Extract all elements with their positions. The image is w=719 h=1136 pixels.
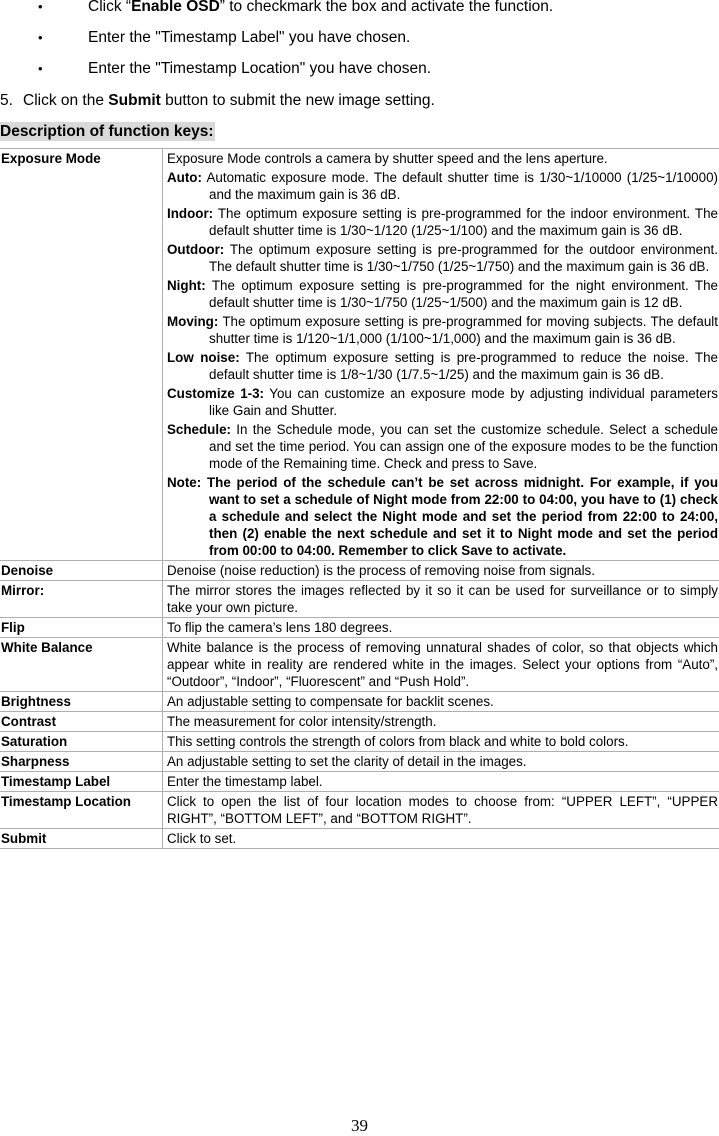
table-key: Flip bbox=[0, 618, 163, 638]
bullet-item bbox=[0, 0, 719, 17]
table-key: Brightness bbox=[0, 692, 163, 712]
table-row bbox=[0, 618, 719, 638]
exposure-item-text: In the Schedule mode, you can set the customize schedule. Select a schedule and set the time period. You can assign one of the exposure modes to be the function mode of the Remaining time. Check and press to Save. bbox=[209, 422, 718, 471]
page-number: 39 bbox=[0, 1116, 719, 1136]
exposure-note: Note: The period of the schedule can’t be set across midnight. For example, if you want to set a schedule of Night mode from 22:00 to 04:00, you have to (1) check a schedule and select the Night mode and set the period from 22:00 to 24:00, then (2) enable the next schedule and set it to Night mode and set the period from 00:00 to 04:00. Remember to click Save to activate. bbox=[167, 474, 718, 559]
bullet-text bbox=[88, 0, 553, 17]
table-value: Denoise (noise reduction) is the process of removing noise from signals. bbox=[163, 561, 719, 581]
exposure-description bbox=[163, 149, 719, 561]
table-value: Click to open the list of four location modes to choose from: “UPPER LEFT”, “UPPER RIGHT”, “BOTTOM LEFT”, and “BOTTOM RIGHT”. bbox=[163, 792, 719, 829]
exposure-item-label: Moving: bbox=[167, 314, 218, 329]
table-value: An adjustable setting to compensate for backlit scenes. bbox=[163, 692, 719, 712]
exposure-item-label: Night: bbox=[167, 278, 206, 293]
table-row bbox=[0, 561, 719, 581]
exposure-item-text: The optimum exposure setting is pre-programmed for moving subjects. The default shutter time is 1/120~1/1,000 (1/100~1/1,000) and the maximum gain is 36 dB. bbox=[209, 314, 718, 346]
table-key: Mirror: bbox=[0, 581, 163, 618]
exposure-item bbox=[167, 349, 718, 383]
table-row bbox=[0, 732, 719, 752]
step-text-pre: Click on the bbox=[23, 92, 108, 109]
exposure-item-text: Automatic exposure mode. The default shutter time is 1/30~1/10000 (1/25~1/10000) and the maximum gain is 36 dB. bbox=[202, 170, 718, 202]
exposure-intro: Exposure Mode controls a camera by shutter speed and the lens aperture. bbox=[167, 150, 718, 167]
bullet-text-pre: Click “ bbox=[88, 0, 131, 15]
step-text bbox=[23, 91, 435, 111]
table-key: Timestamp Location bbox=[0, 792, 163, 829]
exposure-item bbox=[167, 169, 718, 203]
exposure-item-label: Indoor: bbox=[167, 206, 213, 221]
bullet-glyph: • bbox=[38, 59, 43, 79]
table-row bbox=[0, 712, 719, 732]
table-row bbox=[0, 692, 719, 712]
exposure-item bbox=[167, 241, 718, 275]
table-key: Denoise bbox=[0, 561, 163, 581]
table-value: The measurement for color intensity/strength. bbox=[163, 712, 719, 732]
step-text-post: button to submit the new image setting. bbox=[161, 92, 435, 109]
table-key: White Balance bbox=[0, 638, 163, 692]
exposure-item-label: Auto: bbox=[167, 170, 202, 185]
exposure-item-text: The optimum exposure setting is pre-programmed to reduce the noise. The default shutter time is 1/8~1/30 (1/7.5~1/25) and the maximum gain is 36 dB. bbox=[209, 350, 718, 382]
table-key: Exposure Mode bbox=[0, 149, 163, 561]
table-value: An adjustable setting to set the clarity of detail in the images. bbox=[163, 752, 719, 772]
table-key: Saturation bbox=[0, 732, 163, 752]
table-value: This setting controls the strength of colors from black and white to bold colors. bbox=[163, 732, 719, 752]
table-key: Contrast bbox=[0, 712, 163, 732]
table-key: Timestamp Label bbox=[0, 772, 163, 792]
table-row bbox=[0, 792, 719, 829]
bullet-text-post: ” to checkmark the box and activate the function. bbox=[220, 0, 553, 15]
exposure-item bbox=[167, 421, 718, 472]
table-value: Click to set. bbox=[163, 829, 719, 849]
exposure-item-text: The optimum exposure setting is pre-programmed for the night environment. The default shutter time is 1/30~1/750 (1/25~1/500) and the maximum gain is 12 dB. bbox=[206, 278, 718, 310]
bullet-text: Enter the "Timestamp Location" you have chosen. bbox=[88, 59, 431, 79]
exposure-item bbox=[167, 277, 718, 311]
bullet-glyph: • bbox=[38, 0, 43, 17]
bullet-glyph: • bbox=[38, 28, 43, 48]
exposure-item bbox=[167, 385, 718, 419]
exposure-item-label: Outdoor: bbox=[167, 242, 224, 257]
exposure-item-text: You can customize an exposure mode by adjusting individual parameters like Gain and Shutter. bbox=[209, 386, 718, 418]
exposure-item-label: Schedule: bbox=[167, 422, 231, 437]
table-value: Enter the timestamp label. bbox=[163, 772, 719, 792]
bullet-text: Enter the "Timestamp Label" you have chosen. bbox=[88, 28, 410, 48]
table-value: White balance is the process of removing unnatural shades of color, so that objects which appear white in reality are rendered white in the images. Select your options from “Auto”, “Outdoor”, “Indoor”, “Fluorescent” and “Push Hold”. bbox=[163, 638, 719, 692]
exposure-item-label: Customize 1-3: bbox=[167, 386, 264, 401]
table-row bbox=[0, 638, 719, 692]
table-row bbox=[0, 149, 719, 561]
function-keys-table bbox=[0, 148, 719, 849]
bullet-item bbox=[0, 59, 719, 79]
exposure-item bbox=[167, 313, 718, 347]
table-row bbox=[0, 829, 719, 849]
step-text-bold: Submit bbox=[108, 92, 161, 109]
step-number: 5. bbox=[0, 91, 13, 111]
table-row bbox=[0, 581, 719, 618]
exposure-item-label: Low noise: bbox=[167, 350, 240, 365]
table-key: Submit bbox=[0, 829, 163, 849]
bullet-text-bold: Enable OSD bbox=[131, 0, 220, 15]
exposure-item-text: The optimum exposure setting is pre-programmed for the indoor environment. The default shutter time is 1/30~1/120 (1/25~1/100) and the maximum gain is 36 dB. bbox=[209, 206, 718, 238]
bullet-item bbox=[0, 28, 719, 48]
section-heading: Description of function keys: bbox=[0, 122, 215, 141]
table-value: The mirror stores the images reflected by it so it can be used for surveillance or to simply take your own picture. bbox=[163, 581, 719, 618]
table-key: Sharpness bbox=[0, 752, 163, 772]
table-row bbox=[0, 752, 719, 772]
exposure-item-text: The optimum exposure setting is pre-programmed for the outdoor environment. The default shutter time is 1/30~1/750 (1/25~1/750) and the maximum gain is 36 dB. bbox=[209, 242, 718, 274]
table-value: To flip the camera’s lens 180 degrees. bbox=[163, 618, 719, 638]
table-row bbox=[0, 772, 719, 792]
exposure-item bbox=[167, 205, 718, 239]
